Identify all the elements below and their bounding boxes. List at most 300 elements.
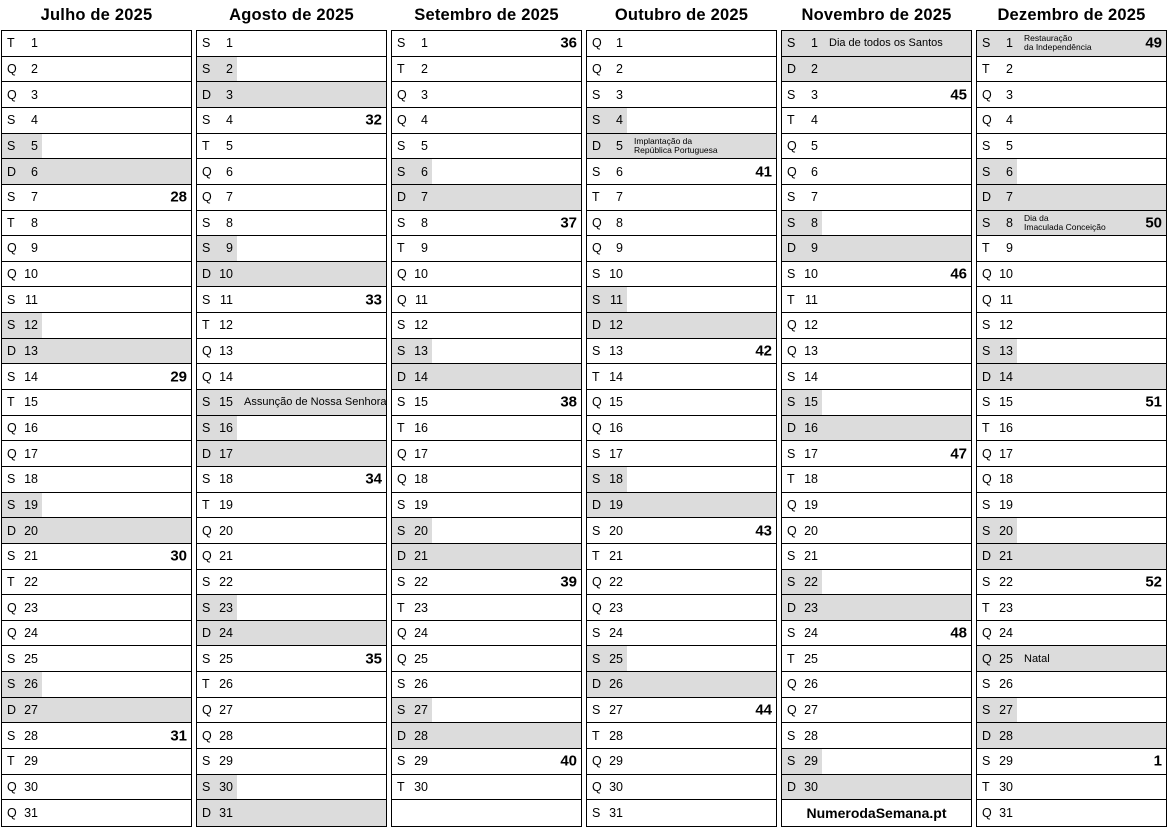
week-number-badge: 48	[950, 624, 967, 642]
day-number: 18	[24, 472, 38, 487]
day-row	[197, 570, 386, 596]
day-label	[197, 287, 237, 312]
day-number: 26	[24, 677, 38, 692]
day-row	[977, 493, 1166, 519]
weekday-letter: Q	[592, 241, 602, 256]
day-label	[977, 698, 1017, 723]
day-label	[782, 390, 822, 415]
day-number: 11	[610, 292, 623, 307]
day-row	[977, 236, 1166, 262]
day-label	[392, 646, 432, 671]
weekday-letter: S	[397, 318, 406, 333]
day-label	[197, 364, 237, 389]
holiday-label-line: Dia da	[1024, 212, 1049, 223]
weekday-letter: T	[7, 395, 15, 410]
day-row	[782, 672, 971, 698]
day-row	[587, 390, 776, 416]
day-number: 3	[811, 87, 818, 102]
day-row	[977, 57, 1166, 83]
day-number: 2	[421, 61, 428, 76]
day-label	[197, 441, 237, 466]
day-number: 24	[219, 626, 233, 641]
day-row	[2, 646, 191, 672]
day-label	[977, 441, 1017, 466]
day-label	[392, 698, 432, 723]
day-label	[977, 262, 1017, 287]
day-row	[782, 441, 971, 467]
day-number: 4	[421, 113, 428, 128]
weekday-letter: Q	[592, 395, 602, 410]
day-number: 16	[414, 420, 428, 435]
day-label	[2, 159, 42, 184]
day-label	[392, 82, 432, 107]
day-number: 2	[1006, 61, 1013, 76]
day-row	[587, 749, 776, 775]
day-row	[197, 518, 386, 544]
weekday-letter: Q	[982, 87, 992, 102]
holiday-label	[1024, 34, 1092, 52]
day-number: 11	[25, 292, 38, 307]
weekday-letter: T	[982, 241, 990, 256]
day-row	[2, 185, 191, 211]
weekday-letter: S	[7, 549, 16, 564]
weekday-letter: S	[982, 138, 991, 153]
weekday-letter: T	[787, 651, 795, 666]
day-label	[197, 57, 237, 82]
day-number: 24	[414, 626, 428, 641]
day-number: 13	[999, 344, 1013, 359]
day-number: 3	[226, 87, 233, 102]
day-row	[977, 800, 1166, 826]
day-number: 26	[414, 677, 428, 692]
day-row	[782, 134, 971, 160]
day-label	[392, 57, 432, 82]
day-label	[587, 441, 627, 466]
day-row	[587, 108, 776, 134]
day-row	[587, 672, 776, 698]
week-number-badge: 46	[950, 265, 967, 283]
day-number: 14	[24, 369, 38, 384]
day-number: 9	[31, 241, 38, 256]
day-row	[197, 236, 386, 262]
weekday-letter: Q	[787, 318, 797, 333]
month-column	[586, 0, 777, 827]
weekday-letter: T	[397, 780, 405, 795]
empty-cell	[392, 800, 581, 826]
day-number: 18	[609, 472, 623, 487]
weekday-letter: Q	[397, 472, 407, 487]
day-number: 23	[609, 600, 623, 615]
weekday-letter: Q	[982, 113, 992, 128]
weekday-letter: S	[7, 497, 16, 512]
weekday-letter: S	[982, 703, 991, 718]
weekday-letter: D	[202, 267, 212, 282]
day-number: 31	[24, 806, 38, 821]
day-number: 22	[414, 574, 428, 589]
weekday-letter: D	[982, 190, 992, 205]
day-row	[2, 467, 191, 493]
day-row	[587, 31, 776, 57]
day-row	[197, 698, 386, 724]
weekday-letter: T	[397, 420, 405, 435]
weekday-letter: S	[397, 497, 406, 512]
day-row	[197, 749, 386, 775]
day-number: 23	[999, 600, 1013, 615]
day-row	[2, 544, 191, 570]
day-label	[392, 467, 432, 492]
month-days	[196, 30, 387, 827]
day-label	[782, 313, 822, 338]
day-number: 12	[24, 318, 38, 333]
day-number: 28	[999, 728, 1013, 743]
weekday-letter: S	[397, 215, 406, 230]
weekday-letter: Q	[397, 267, 407, 282]
holiday-label	[1024, 214, 1106, 232]
day-row	[977, 313, 1166, 339]
day-label	[782, 236, 822, 261]
day-label	[2, 775, 42, 800]
day-row	[2, 493, 191, 519]
day-row	[977, 723, 1166, 749]
weekday-letter: S	[982, 164, 991, 179]
day-label	[197, 159, 237, 184]
day-number: 25	[609, 651, 623, 666]
day-number: 5	[421, 138, 428, 153]
day-label	[782, 262, 822, 287]
day-row	[197, 82, 386, 108]
day-label	[977, 236, 1017, 261]
day-number: 10	[414, 267, 428, 282]
weekday-letter: Q	[202, 344, 212, 359]
day-number: 27	[414, 703, 428, 718]
day-number: 11	[415, 292, 428, 307]
week-number-badge: 38	[560, 393, 577, 411]
day-row	[782, 621, 971, 647]
day-row	[2, 31, 191, 57]
day-label	[2, 416, 42, 441]
day-row	[392, 595, 581, 621]
day-number: 22	[804, 574, 818, 589]
day-label	[587, 416, 627, 441]
day-label	[587, 467, 627, 492]
weekday-letter: S	[397, 574, 406, 589]
day-label	[977, 211, 1017, 236]
day-number: 19	[24, 497, 38, 512]
day-number: 7	[811, 190, 818, 205]
weekday-letter: D	[202, 626, 212, 641]
day-label	[197, 390, 237, 415]
day-number: 6	[31, 164, 38, 179]
day-number: 1	[811, 36, 818, 51]
day-number: 8	[421, 215, 428, 230]
day-label	[587, 313, 627, 338]
day-row	[587, 775, 776, 801]
day-row	[2, 570, 191, 596]
day-label	[587, 390, 627, 415]
day-row	[782, 723, 971, 749]
month-title: Outubro de 2025	[614, 5, 749, 24]
day-label	[2, 672, 42, 697]
weekday-letter: Q	[7, 806, 17, 821]
day-row	[782, 775, 971, 801]
day-number: 9	[811, 241, 818, 256]
day-number: 23	[24, 600, 38, 615]
month-days	[976, 30, 1167, 827]
weekday-letter: S	[397, 754, 406, 769]
weekday-letter: Q	[397, 626, 407, 641]
day-row	[782, 698, 971, 724]
weekday-letter: T	[982, 61, 990, 76]
day-number: 20	[219, 523, 233, 538]
day-number: 20	[804, 523, 818, 538]
day-number: 7	[31, 190, 38, 205]
day-label	[782, 31, 822, 56]
day-row	[2, 339, 191, 365]
day-number: 4	[31, 113, 38, 128]
week-number-badge: 30	[170, 547, 187, 565]
day-number: 1	[226, 36, 233, 51]
day-number: 14	[804, 369, 818, 384]
weekday-letter: S	[202, 36, 211, 51]
day-number: 10	[999, 267, 1013, 282]
weekday-letter: S	[592, 292, 601, 307]
weekday-letter: D	[397, 369, 407, 384]
weekday-letter: T	[592, 728, 600, 743]
day-number: 30	[24, 780, 38, 795]
weekday-letter: Q	[592, 61, 602, 76]
weekday-letter: D	[982, 549, 992, 564]
day-row	[977, 775, 1166, 801]
day-label	[782, 441, 822, 466]
day-label	[782, 518, 822, 543]
weekday-letter: S	[787, 754, 796, 769]
day-row	[782, 364, 971, 390]
day-row	[587, 57, 776, 83]
day-label	[782, 621, 822, 646]
day-label	[587, 518, 627, 543]
day-row	[2, 621, 191, 647]
day-label	[392, 236, 432, 261]
day-row	[392, 211, 581, 237]
weekday-letter: S	[982, 497, 991, 512]
holiday-label-line: República Portuguesa	[634, 144, 718, 155]
day-row	[392, 749, 581, 775]
day-row	[587, 287, 776, 313]
day-label	[2, 570, 42, 595]
week-number-badge: 51	[1145, 393, 1162, 411]
day-row	[392, 57, 581, 83]
day-row	[392, 390, 581, 416]
day-number: 27	[219, 703, 233, 718]
weekday-letter: S	[202, 574, 211, 589]
day-row	[197, 416, 386, 442]
day-label	[782, 646, 822, 671]
day-row	[782, 262, 971, 288]
day-label	[977, 287, 1017, 312]
week-number-badge: 44	[755, 701, 772, 719]
day-number: 3	[1006, 87, 1013, 102]
week-number-badge: 47	[950, 445, 967, 463]
weekday-letter: S	[787, 215, 796, 230]
day-row	[2, 441, 191, 467]
day-number: 16	[219, 420, 233, 435]
weekday-letter: S	[7, 651, 16, 666]
day-row	[392, 698, 581, 724]
day-number: 29	[24, 754, 38, 769]
day-label	[392, 364, 432, 389]
day-label	[2, 621, 42, 646]
day-label	[197, 416, 237, 441]
day-label	[197, 313, 237, 338]
day-number: 10	[24, 267, 38, 282]
day-number: 1	[1006, 36, 1013, 51]
day-row	[197, 31, 386, 57]
day-row	[197, 672, 386, 698]
day-number: 20	[414, 523, 428, 538]
week-number-badge: 40	[560, 752, 577, 770]
day-label	[2, 800, 42, 826]
day-label	[392, 595, 432, 620]
weekday-letter: D	[982, 728, 992, 743]
day-label	[392, 723, 432, 748]
day-number: 17	[804, 446, 818, 461]
day-number: 3	[616, 87, 623, 102]
day-label	[197, 82, 237, 107]
day-row	[977, 621, 1166, 647]
day-row	[197, 544, 386, 570]
month-title: Dezembro de 2025	[997, 5, 1146, 24]
day-row	[2, 313, 191, 339]
day-label	[782, 698, 822, 723]
day-row	[977, 31, 1166, 57]
day-label	[197, 108, 237, 133]
weekday-letter: T	[787, 472, 795, 487]
day-label	[2, 57, 42, 82]
day-number: 2	[31, 61, 38, 76]
day-row	[782, 185, 971, 211]
day-label	[977, 646, 1017, 671]
day-label	[2, 698, 42, 723]
day-row	[587, 800, 776, 826]
site-footer[interactable]: NumerodaSemana.pt	[806, 805, 947, 822]
weekday-letter: Q	[7, 267, 17, 282]
day-label	[587, 493, 627, 518]
day-row	[782, 313, 971, 339]
weekday-letter: S	[7, 190, 16, 205]
weekday-letter: T	[982, 600, 990, 615]
day-number: 7	[616, 190, 623, 205]
day-number: 29	[414, 754, 428, 769]
day-number: 19	[609, 497, 623, 512]
day-row	[977, 595, 1166, 621]
day-label	[2, 236, 42, 261]
weekday-letter: D	[592, 497, 602, 512]
day-row	[587, 236, 776, 262]
weekday-letter: D	[787, 61, 797, 76]
day-row	[392, 646, 581, 672]
day-number: 10	[219, 267, 233, 282]
day-label	[782, 185, 822, 210]
day-label	[392, 621, 432, 646]
day-label	[782, 364, 822, 389]
day-label	[392, 544, 432, 569]
weekday-letter: S	[202, 241, 211, 256]
day-label	[2, 211, 42, 236]
day-label	[977, 775, 1017, 800]
day-row	[392, 723, 581, 749]
day-label	[587, 672, 627, 697]
day-row	[197, 621, 386, 647]
weekday-letter: S	[787, 549, 796, 564]
day-label	[2, 339, 42, 364]
day-label	[392, 134, 432, 159]
day-row	[782, 108, 971, 134]
day-number: 22	[219, 574, 233, 589]
weekday-letter: S	[787, 267, 796, 282]
day-number: 6	[616, 164, 623, 179]
day-row	[977, 185, 1166, 211]
day-label	[587, 749, 627, 774]
day-number: 23	[219, 600, 233, 615]
day-label	[977, 723, 1017, 748]
weekday-letter: T	[202, 677, 210, 692]
day-row	[392, 570, 581, 596]
week-number-badge: 33	[365, 291, 382, 309]
week-number-badge: 37	[560, 214, 577, 232]
day-label	[782, 134, 822, 159]
day-row	[782, 544, 971, 570]
day-label	[197, 31, 237, 56]
day-label	[587, 31, 627, 56]
day-label	[197, 749, 237, 774]
day-number: 26	[999, 677, 1013, 692]
day-number: 15	[24, 395, 38, 410]
day-label	[977, 57, 1017, 82]
day-row	[782, 82, 971, 108]
day-row	[392, 467, 581, 493]
day-number: 25	[24, 651, 38, 666]
day-row	[977, 698, 1166, 724]
day-row	[782, 493, 971, 519]
day-label	[977, 570, 1017, 595]
day-row	[782, 518, 971, 544]
day-number: 15	[804, 395, 818, 410]
day-label	[197, 493, 237, 518]
day-label	[2, 185, 42, 210]
day-row	[782, 749, 971, 775]
day-row	[587, 493, 776, 519]
weekday-letter: S	[787, 574, 796, 589]
day-number: 14	[609, 369, 623, 384]
weekday-letter: S	[592, 164, 601, 179]
day-label	[197, 467, 237, 492]
weekday-letter: S	[202, 780, 211, 795]
day-label	[587, 723, 627, 748]
day-number: 21	[804, 549, 818, 564]
weekday-letter: S	[592, 703, 601, 718]
day-label	[587, 364, 627, 389]
weekday-letter: Q	[202, 369, 212, 384]
day-label	[197, 236, 237, 261]
day-row	[977, 262, 1166, 288]
day-row	[197, 134, 386, 160]
day-label	[587, 57, 627, 82]
day-number: 24	[999, 626, 1013, 641]
day-number: 12	[999, 318, 1013, 333]
day-label	[197, 672, 237, 697]
month-column	[1, 0, 192, 827]
day-number: 12	[219, 318, 233, 333]
